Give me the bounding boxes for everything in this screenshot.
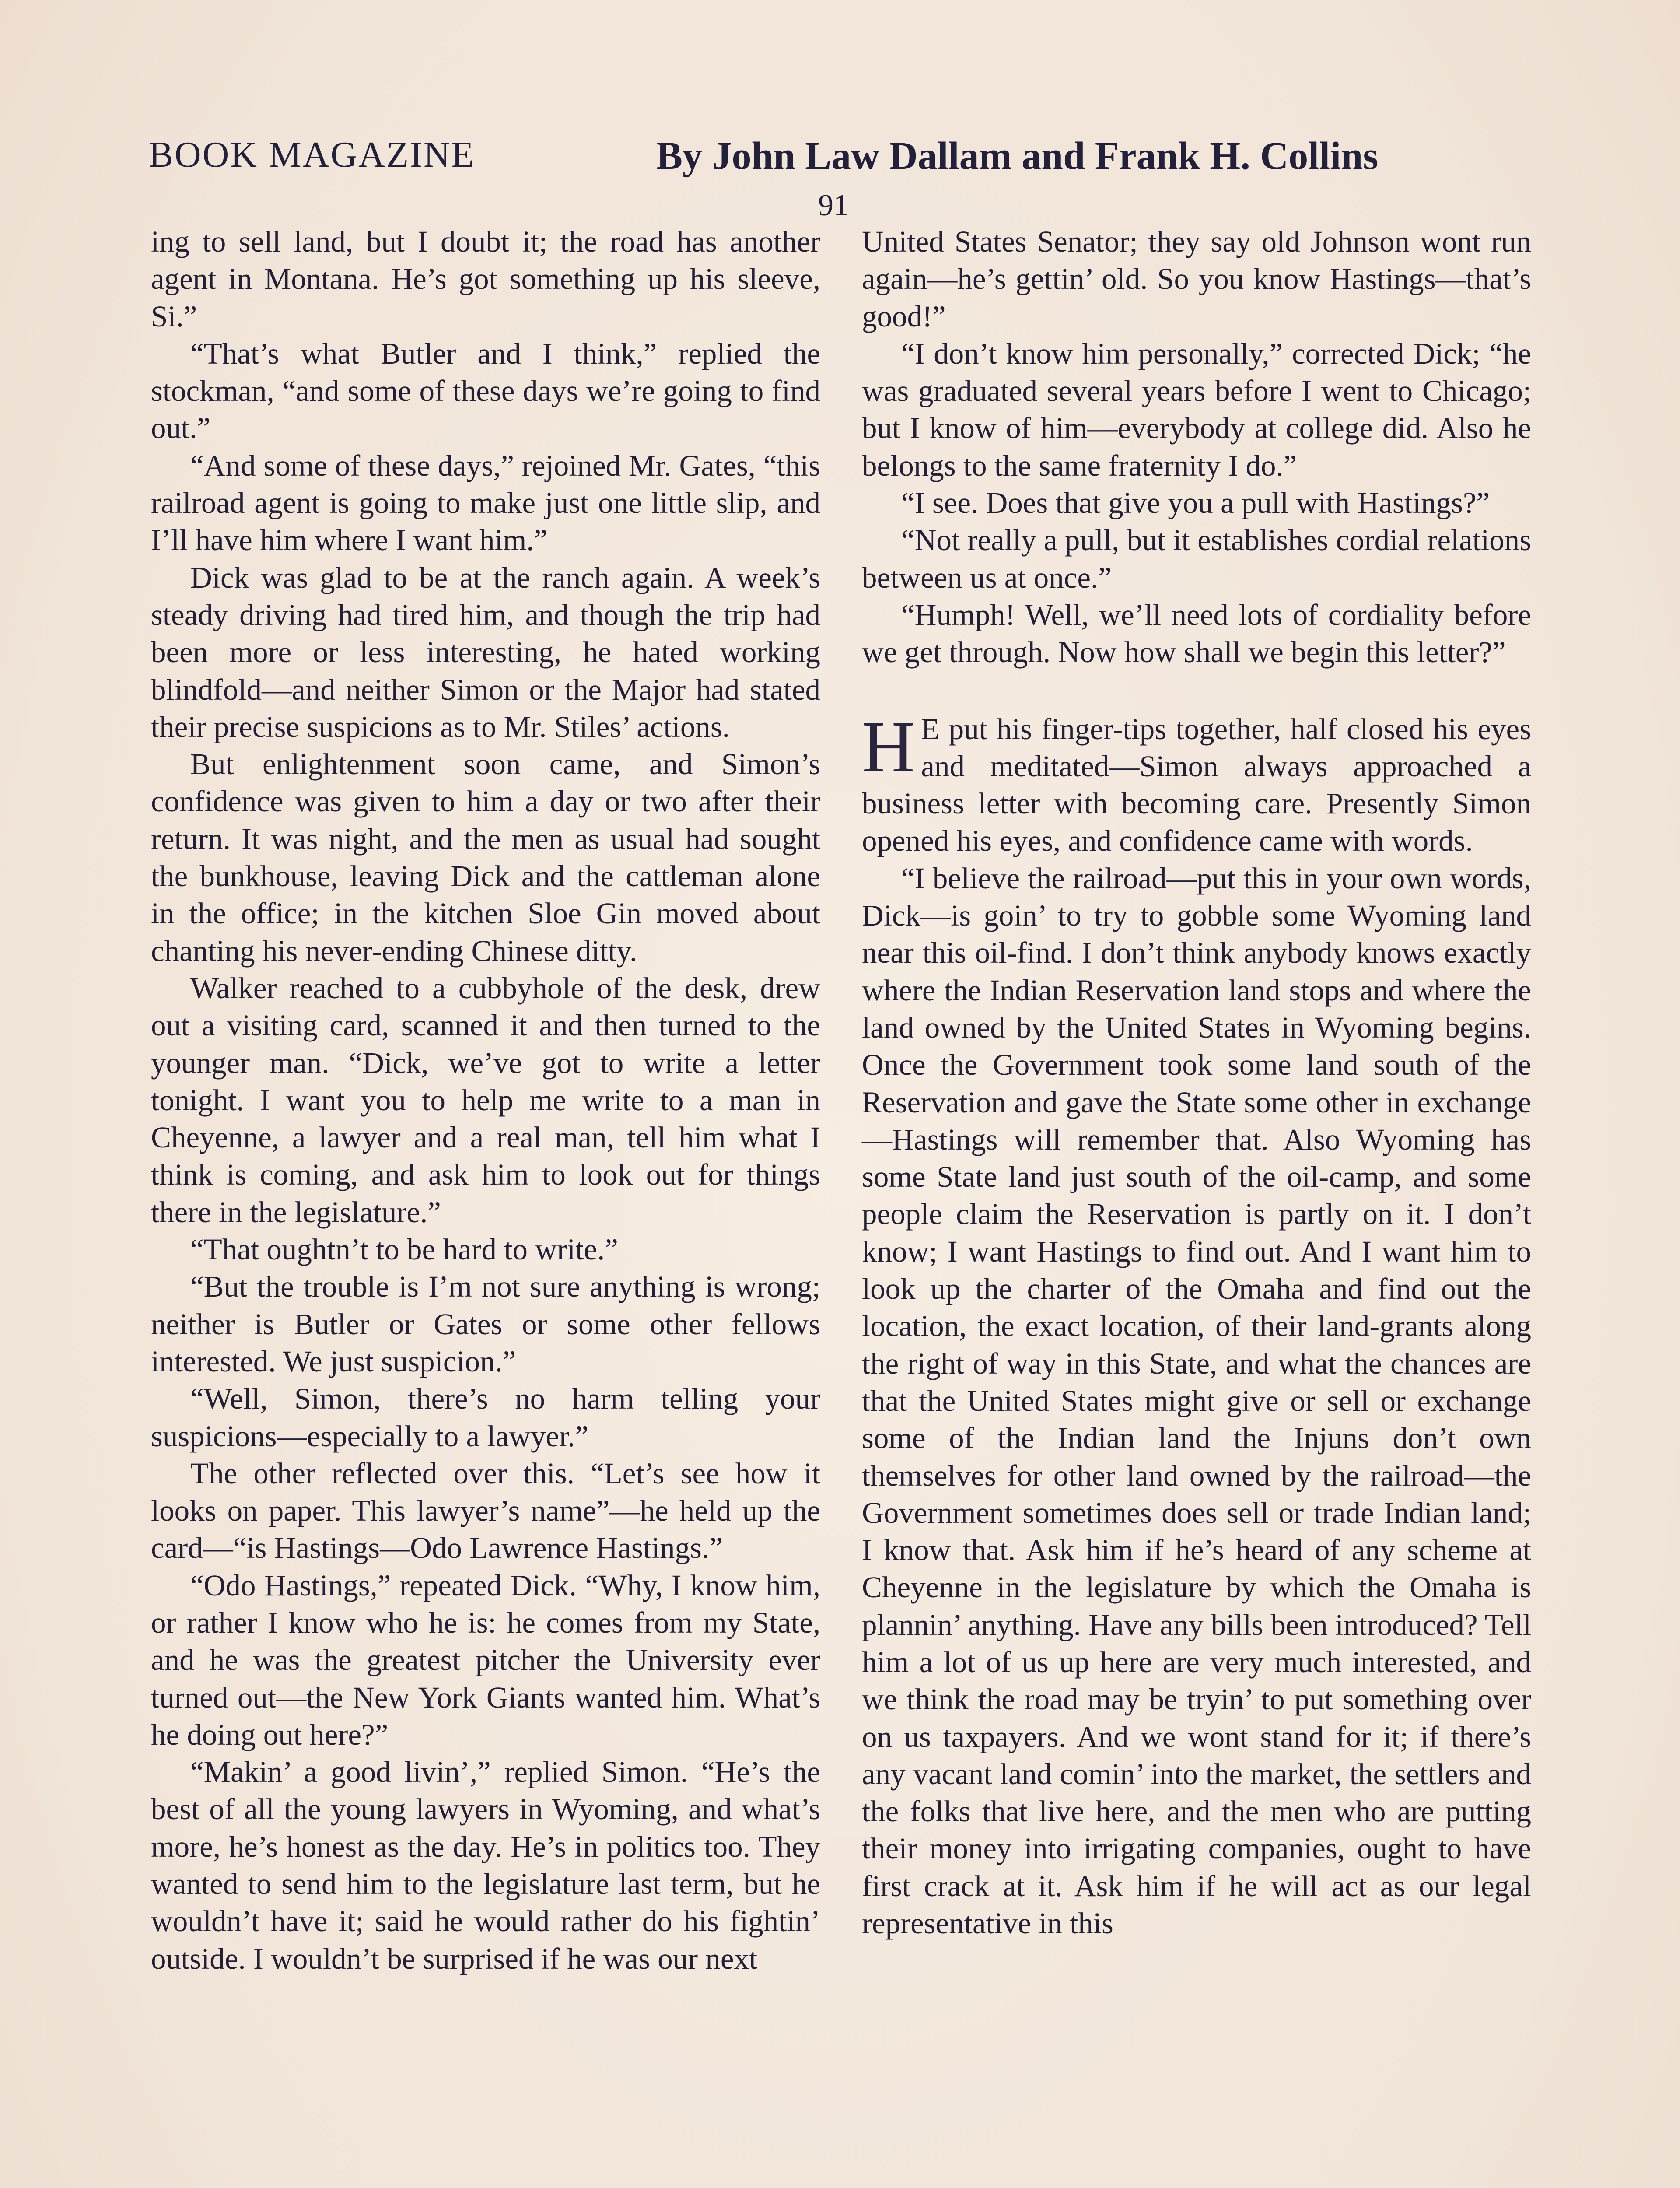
- paragraph: “But the trouble is I’m not sure anything is wrong; neither is Butler or Gates or some other fellows interested. We just suspicion.”: [151, 1270, 820, 1378]
- paragraph: “I don’t know him personally,” corrected Dick; “he was graduated several years before I went to Chicago; but I know of him—everybody at college did. Also he belongs to the same fraternity I do.”: [862, 337, 1531, 482]
- paragraph: “Humph! Well, we’ll need lots of cordiality before we get through. Now how shall we begin this letter?”: [862, 598, 1531, 669]
- paragraph: “Not really a pull, but it establishes cordial relations between us at once.”: [862, 523, 1531, 594]
- paragraph: “Makin’ a good livin’,” replied Simon. “He’s the best of all the young lawyers in Wyoming, and what’s more, he’s honest as the day. He’s in politics too. They wanted to send him to the legislature last term, but he wouldn’t have it; said he would rather do his fightin’ outside. I wouldn’t be surprised if he was our next: [151, 1755, 820, 1975]
- left-column: [151, 223, 820, 1978]
- paragraph: Dick was glad to be at the ranch again. A week’s steady driving had tired him, and though the trip had been more or less interesting, he hated working blindfold—and neither Simon or the Major had stated their precise suspicions as to Mr. Stiles’ actions.: [151, 561, 820, 743]
- paragraph: “That’s what Butler and I think,” replied the stockman, “and some of these days we’re going to find out.”: [151, 337, 820, 445]
- paragraph: “And some of these days,” rejoined Mr. Gates, “this railroad agent is going to make just one little slip, and I’ll have him where I want him.”: [151, 449, 820, 557]
- right-column: [862, 223, 1531, 1942]
- drop-cap: H: [862, 706, 915, 788]
- section-opening-paragraph: [862, 706, 1531, 860]
- paragraph: Walker reached to a cubbyhole of the desk, drew out a visiting card, scanned it and then turned to the younger man. “Dick, we’ve got to write a letter tonight. I want you to help me write to a man in Cheyenne, a lawyer and a real man, tell him what I think is coming, and ask him to look out for things there in the legislature.”: [151, 971, 820, 1229]
- opening-text: E put his finger-tips together, half closed his eyes and meditated—Simon always approached a business letter with becoming care. Presently Simon opened his eyes, and confidence came with words.: [862, 712, 1531, 858]
- paragraph: “I see. Does that give you a pull with Hastings?”: [901, 486, 1490, 520]
- paragraph: “I believe the railroad—put this in your own words, Dick—is goin’ to try to gobble some Wyoming land near this oil-find. I don’t think anybody knows exactly where the Indian Reservation land stops and where the land owned by the United States in Wyoming begins. Once the Government took some land south of the Reservation and gave the State some other in exchange—Hastings will remember that. Also Wyoming has some State land just south of the oil-camp, and some people claim the Reservation is partly on it. I don’t know; I want Hastings to find out. And I want him to look up the charter of the Omaha and find out the location, the exact location, of their land-grants along the right of way in this State, and what the chances are that the United States might give or sell or exchange some of the Indian land the Injuns don’t own themselves for other land owned by the railroad—the Government sometimes does sell or trade Indian land; I know that. Ask him if he’s heard of any scheme at Cheyenne in the legislature by which the Omaha is plannin’ anything. Have any bills been introduced? Tell him a lot of us up here are very much interested, and we think the road may be tryin’ to put something over on us taxpayers. And we wont stand for it; if there’s any vacant land comin’ into the market, the settlers and the folks that live here, and the men who are putting their money into irrigating companies, ought to have first crack at it. Ask him if he will act as our legal representative in this: [862, 861, 1531, 1940]
- paragraph: “That oughtn’t to be hard to write.”: [190, 1233, 618, 1266]
- paragraph: But enlightenment soon came, and Simon’s confidence was given to him a day or two after their return. It was night, and the men as usual had sought the bunkhouse, leaving Dick and the cattleman alone in the office; in the kitchen Sloe Gin moved about chanting his never-ending Chinese ditty.: [151, 747, 820, 968]
- byline: By John Law Dallam and Frank H. Collins: [656, 134, 1379, 178]
- paragraph: The other reflected over this. “Let’s see how it looks on paper. This lawyer’s name”—he held up the card—“is Hastings—Odo Lawrence Hastings.”: [151, 1456, 820, 1565]
- paragraph: United States Senator; they say old Johnson wont run again—he’s gettin’ old. So you know Hastings—that’s good!”: [862, 225, 1531, 333]
- magazine-title: BOOK MAGAZINE: [149, 134, 475, 175]
- page-number: 91: [818, 189, 849, 222]
- paragraph: “Well, Simon, there’s no harm telling your suspicions—especially to a lawyer.”: [151, 1382, 820, 1453]
- paragraph: ing to sell land, but I doubt it; the road has another agent in Montana. He’s got something up his sleeve, Si.”: [151, 225, 820, 333]
- paragraph: “Odo Hastings,” repeated Dick. “Why, I know him, or rather I know who he is: he comes from my State, and he was the greatest pitcher the University ever turned out—the New York Giants wanted him. What’s he doing out here?”: [151, 1568, 820, 1751]
